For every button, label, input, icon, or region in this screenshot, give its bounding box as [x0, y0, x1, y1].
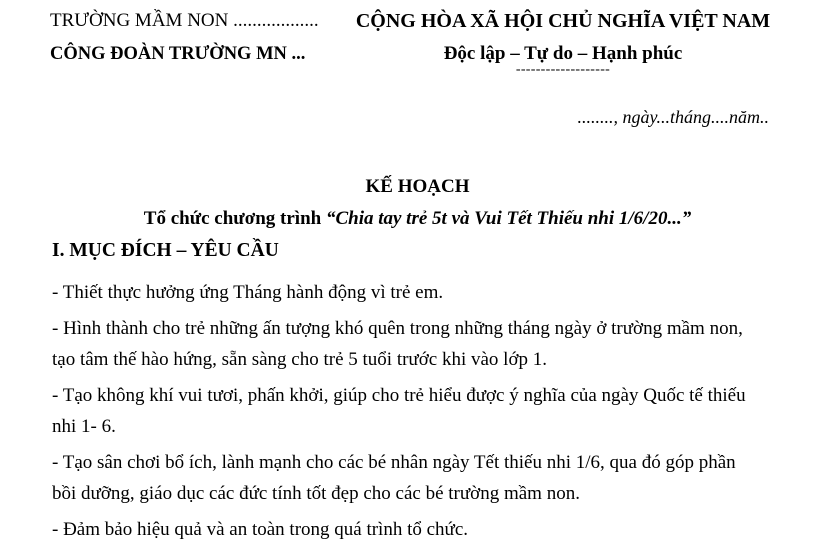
national-motto: Độc lập – Tự do – Hạnh phúc [443, 43, 683, 64]
paragraph [52, 514, 792, 545]
paragraph-line: - Thiết thực hưởng ứng Tháng hành động vì trẻ em. [52, 282, 444, 303]
paragraph-line: bồi dưỡng, giáo dục các đức tính tốt đẹp cho các bé trường mầm non. [52, 483, 580, 504]
paragraph-line: tạo tâm thế hào hứng, sẵn sàng cho trẻ 5 tuổi trước khi vào lớp 1. [52, 349, 548, 370]
school-name: TRƯỜNG MẦM NON .................. [50, 10, 319, 31]
national-header [348, 10, 778, 75]
union-name: CÔNG ĐOÀN TRƯỜNG MN ... [50, 44, 306, 64]
paragraph [52, 447, 792, 509]
paragraph-line: - Hình thành cho trẻ những ấn tượng khó quên trong những tháng ngày ở trường mầm non, [52, 318, 743, 339]
subtitle-program-name: “Chia tay trẻ 5t và Vui Tết Thiếu nhi 1/6/20...” [325, 208, 692, 229]
paragraph [52, 380, 792, 442]
subtitle-prefix: Tổ chức chương trình [143, 208, 326, 229]
national-title: CỘNG HÒA XÃ HỘI CHỦ NGHĨA VIỆT NAM [355, 10, 771, 32]
paragraph [52, 277, 792, 308]
paragraph [52, 313, 792, 375]
organization-header [50, 10, 330, 65]
section-heading: I. MỤC ĐÍCH – YÊU CẦU [52, 240, 279, 261]
document-title: KẾ HOẠCH [365, 176, 470, 197]
document-subtitle [0, 208, 835, 230]
date-line: ........, ngày...tháng....năm.. [577, 107, 769, 127]
paragraph-line: - Đảm bảo hiệu quả và an toàn trong quá trình tổ chức. [52, 519, 469, 540]
paragraph-line: - Tạo sân chơi bổ ích, lành mạnh cho các bé nhân ngày Tết thiếu nhi 1/6, qua đó góp phần [52, 452, 736, 473]
paragraph-line: - Tạo không khí vui tươi, phấn khởi, giúp cho trẻ hiểu được ý nghĩa của ngày Quốc tế thiếu [52, 385, 746, 406]
header-separator: ------------------- [515, 62, 611, 77]
paragraph-line: nhi 1- 6. [52, 416, 116, 437]
